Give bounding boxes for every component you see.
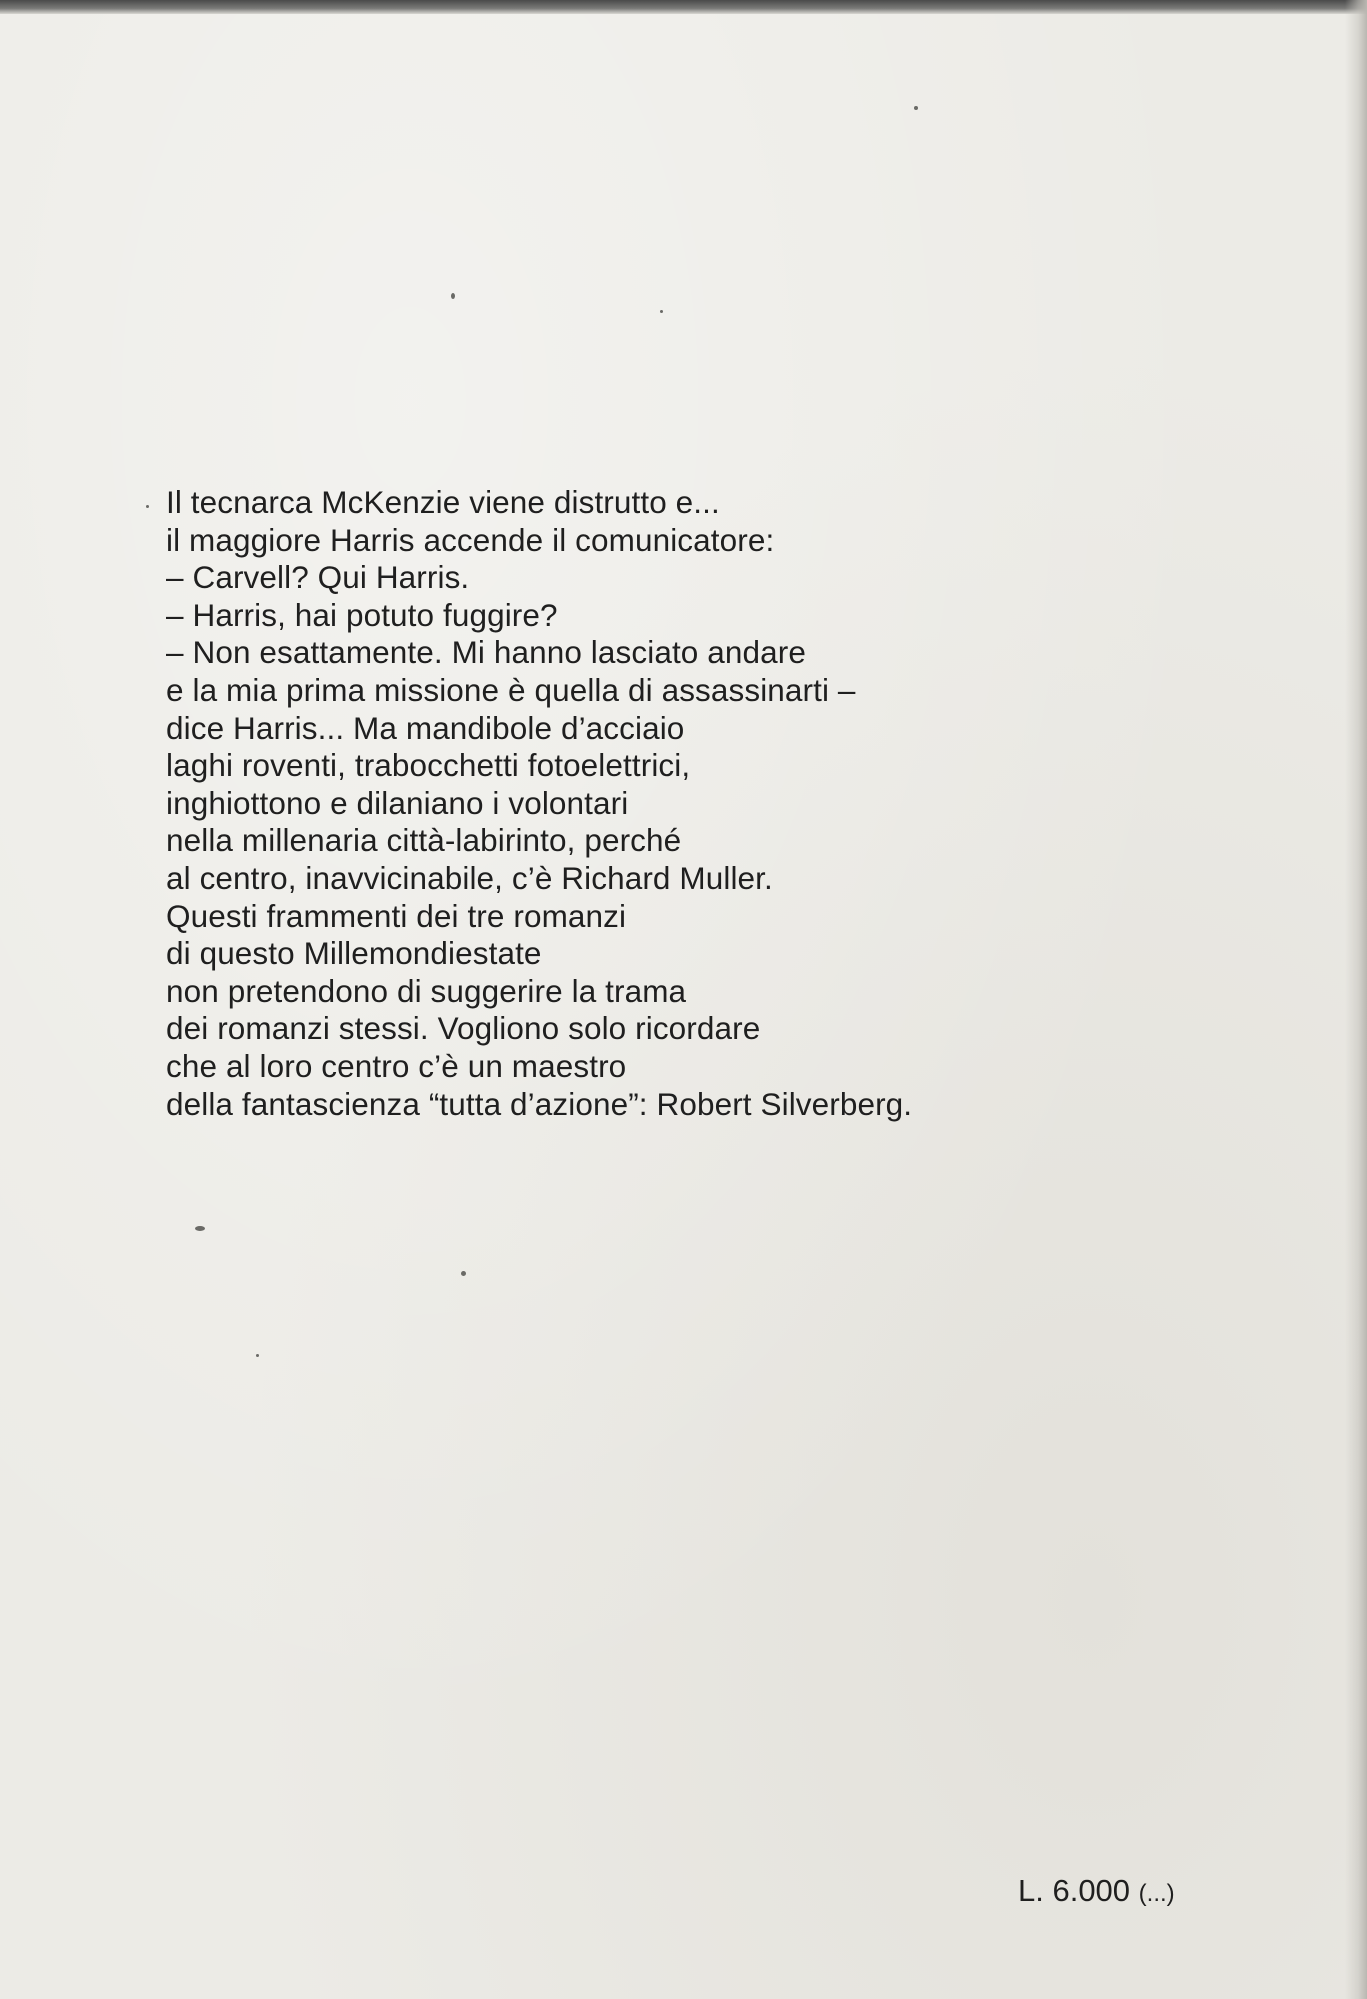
blurb-line: Questi frammenti dei tre romanzi (166, 897, 627, 934)
paper-speck (256, 1354, 259, 1357)
blurb-line: della fantascienza “tutta d’azione”: Robert Silverberg. (166, 1085, 913, 1122)
blurb-line: dei romanzi stessi. Vogliono solo ricordare (166, 1010, 761, 1047)
paper-speck (195, 1226, 205, 1231)
blurb-line: laghi roventi, trabocchetti fotoelettrici, (166, 747, 691, 784)
blurb-line: non pretendono di suggerire la trama (166, 972, 687, 1009)
cover-top-edge (0, 0, 1367, 14)
blurb-line: – Harris, hai potuto fuggire? (166, 596, 558, 633)
blurb-line: Il tecnarca McKenzie viene distrutto e... (166, 484, 720, 520)
blurb-line: – Carvell? Qui Harris. (166, 559, 470, 596)
price-suffix: (...) (1138, 1880, 1175, 1907)
blurb-line: – Non esattamente. Mi hanno lasciato andare (166, 634, 806, 671)
price-label (1018, 1873, 1175, 1909)
paper-speck (451, 293, 455, 299)
blurb-line: il maggiore Harris accende il comunicatore: (166, 521, 775, 558)
blurb-line: inghiottono e dilaniano i volontari (166, 784, 629, 821)
blurb-line: nella millenaria città-labirinto, perché (166, 822, 682, 859)
paper-speck (461, 1271, 466, 1276)
blurb-line: che al loro centro c’è un maestro (166, 1047, 627, 1084)
paper-speck (660, 310, 663, 313)
blurb-line: e la mia prima missione è quella di assassinarti – (166, 671, 856, 708)
blurb-text (166, 484, 1296, 1123)
paper-speck (914, 106, 918, 110)
blurb-line: dice Harris... Ma mandibole d’acciaio (166, 709, 685, 746)
blurb-line: al centro, inavvicinabile, c’è Richard Muller. (166, 859, 773, 896)
blurb-line: di questo Millemondiestate (166, 935, 542, 972)
paper-speck (146, 505, 149, 508)
price-value: L. 6.000 (1018, 1873, 1131, 1908)
cover-right-edge (1345, 0, 1367, 1999)
